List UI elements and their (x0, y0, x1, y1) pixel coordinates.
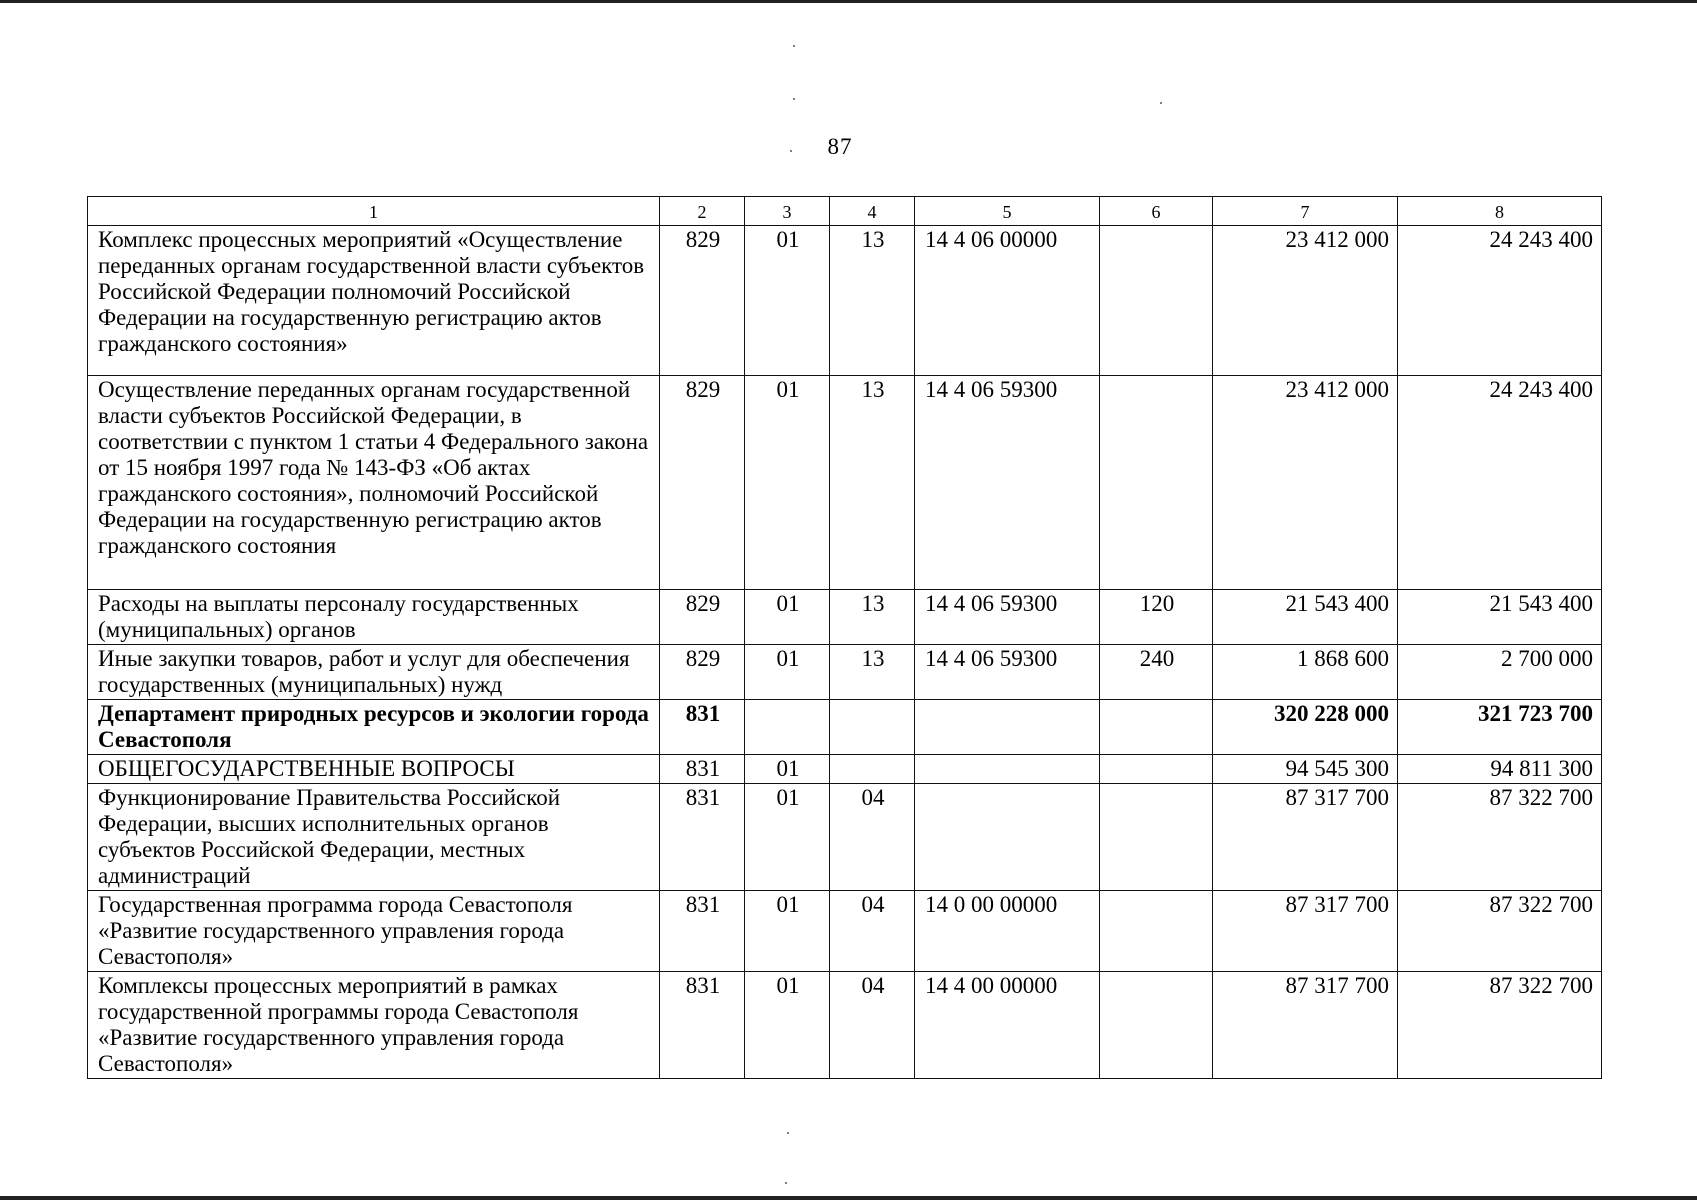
row-gr: 831 (660, 972, 745, 1079)
table-row (88, 972, 1602, 1079)
row-value-7: 23 412 000 (1213, 226, 1398, 376)
row-name: Департамент природных ресурсов и экологии города Севастополя (88, 700, 660, 755)
row-value-8: 94 811 300 (1398, 755, 1602, 784)
row-name: Функционирование Правительства Российской Федерации, высших исполнительных органов субъектов Российской Федерации, местных администраций (88, 784, 660, 891)
row-gr: 829 (660, 645, 745, 700)
row-name: Осуществление переданных органам государственной власти субъектов Российской Федерации, в соответствии с пунктом 1 статьи 4 Федерального закона от 15 ноября 1997 года № 143-ФЗ «Об актах гражданского состояния», полномочий Российской Федерации на государственную регистрацию актов гражданского состояния (88, 376, 660, 590)
header-col-6: 6 (1100, 197, 1213, 226)
row-gr: 829 (660, 376, 745, 590)
table-row (88, 891, 1602, 972)
table-row (88, 226, 1602, 376)
row-name: ОБЩЕГОСУДАРСТВЕННЫЕ ВОПРОСЫ (88, 755, 660, 784)
row-pr: 13 (830, 645, 915, 700)
row-csr (915, 700, 1100, 755)
row-vr (1100, 891, 1213, 972)
row-gr: 831 (660, 891, 745, 972)
row-vr: 240 (1100, 645, 1213, 700)
row-csr: 14 4 06 59300 (915, 376, 1100, 590)
header-col-5: 5 (915, 197, 1100, 226)
row-csr: 14 4 06 59300 (915, 645, 1100, 700)
row-value-8: 87 322 700 (1398, 972, 1602, 1079)
row-gr: 829 (660, 226, 745, 376)
row-value-7: 320 228 000 (1213, 700, 1398, 755)
header-col-8: 8 (1398, 197, 1602, 226)
row-pr: 04 (830, 891, 915, 972)
row-pr: 04 (830, 784, 915, 891)
row-value-7: 87 317 700 (1213, 784, 1398, 891)
scan-speck (1160, 102, 1162, 104)
table-row (88, 784, 1602, 891)
row-gr: 831 (660, 784, 745, 891)
table-row (88, 645, 1602, 700)
budget-table (87, 196, 1602, 1079)
row-value-8: 24 243 400 (1398, 376, 1602, 590)
row-pr: 04 (830, 972, 915, 1079)
scan-edge-bottom (0, 1196, 1697, 1200)
row-value-8: 321 723 700 (1398, 700, 1602, 755)
header-col-4: 4 (830, 197, 915, 226)
row-value-7: 23 412 000 (1213, 376, 1398, 590)
table-row (88, 590, 1602, 645)
page-number: 87 (827, 134, 853, 159)
row-pr: 13 (830, 226, 915, 376)
row-value-7: 21 543 400 (1213, 590, 1398, 645)
row-name: Комплексы процессных мероприятий в рамках государственной программы города Севастополя «Развитие государственного управления города Севастополя» (88, 972, 660, 1079)
row-gr: 829 (660, 590, 745, 645)
row-vr (1100, 700, 1213, 755)
row-vr (1100, 376, 1213, 590)
table-row (88, 755, 1602, 784)
row-csr: 14 4 00 00000 (915, 972, 1100, 1079)
scan-speck (790, 150, 792, 152)
row-vr: 120 (1100, 590, 1213, 645)
row-csr (915, 755, 1100, 784)
row-csr: 14 0 00 00000 (915, 891, 1100, 972)
row-rz: 01 (745, 891, 830, 972)
row-csr: 14 4 06 00000 (915, 226, 1100, 376)
row-value-7: 1 868 600 (1213, 645, 1398, 700)
row-pr: 13 (830, 590, 915, 645)
row-value-7: 87 317 700 (1213, 891, 1398, 972)
row-value-7: 94 545 300 (1213, 755, 1398, 784)
row-csr: 14 4 06 59300 (915, 590, 1100, 645)
scan-speck (785, 1182, 787, 1184)
row-csr (915, 784, 1100, 891)
scan-speck (787, 1132, 789, 1134)
row-value-8: 21 543 400 (1398, 590, 1602, 645)
row-rz: 01 (745, 226, 830, 376)
row-rz (745, 700, 830, 755)
row-gr: 831 (660, 700, 745, 755)
header-col-3: 3 (745, 197, 830, 226)
row-rz: 01 (745, 590, 830, 645)
header-col-2: 2 (660, 197, 745, 226)
row-value-8: 2 700 000 (1398, 645, 1602, 700)
table-row-department (88, 700, 1602, 755)
row-value-7: 87 317 700 (1213, 972, 1398, 1079)
row-value-8: 87 322 700 (1398, 784, 1602, 891)
row-rz: 01 (745, 376, 830, 590)
row-rz: 01 (745, 645, 830, 700)
row-name: Иные закупки товаров, работ и услуг для обеспечения государственных (муниципальных) нужд (88, 645, 660, 700)
row-name: Государственная программа города Севастополя «Развитие государственного управления города Севастополя» (88, 891, 660, 972)
scan-speck (793, 45, 795, 47)
row-gr: 831 (660, 755, 745, 784)
row-vr (1100, 226, 1213, 376)
header-col-1: 1 (88, 197, 660, 226)
header-row (88, 197, 1602, 226)
row-value-8: 87 322 700 (1398, 891, 1602, 972)
row-value-8: 24 243 400 (1398, 226, 1602, 376)
scan-speck (793, 98, 795, 100)
table-row (88, 376, 1602, 590)
row-name: Расходы на выплаты персоналу государственных (муниципальных) органов (88, 590, 660, 645)
row-rz: 01 (745, 972, 830, 1079)
header-col-7: 7 (1213, 197, 1398, 226)
row-vr (1100, 784, 1213, 891)
row-vr (1100, 972, 1213, 1079)
scan-edge-top (0, 0, 1697, 3)
row-rz: 01 (745, 784, 830, 891)
row-vr (1100, 755, 1213, 784)
row-pr (830, 700, 915, 755)
row-pr: 13 (830, 376, 915, 590)
row-pr (830, 755, 915, 784)
row-rz: 01 (745, 755, 830, 784)
row-name: Комплекс процессных мероприятий «Осуществление переданных органам государственной власти субъектов Российской Федерации полномочий Российской Федерации на государственную регистрацию актов гражданского состояния» (88, 226, 660, 376)
